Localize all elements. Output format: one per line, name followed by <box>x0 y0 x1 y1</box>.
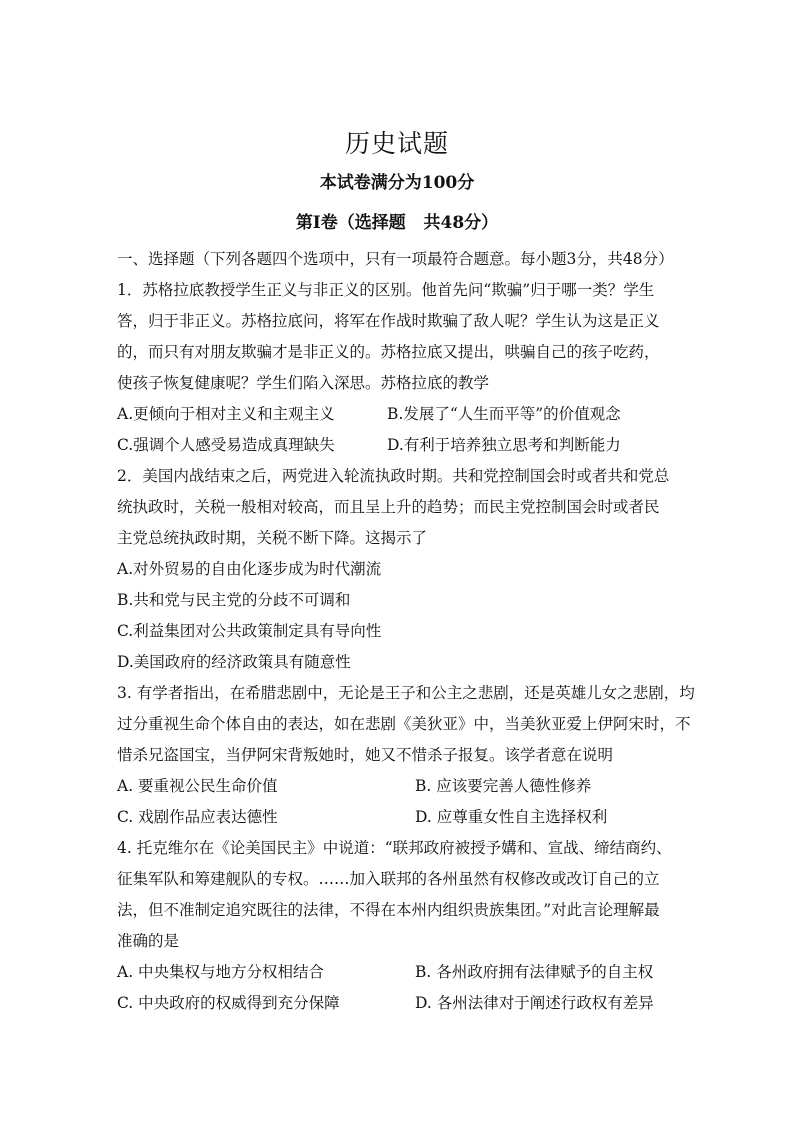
score-subtitle: 本试卷满分为100分 <box>319 173 475 193</box>
page-title: 历史试题 <box>344 129 449 158</box>
option-b: B.共和党与民主党的分歧不可调和 <box>117 591 351 609</box>
option-b: B.发展了“人生而平等”的价值观念 <box>387 405 621 423</box>
question-text-line: 4. 托克维尔在《论美国民主》中说道：“联邦政府被授予媾和、宣战、缔结商约、 <box>117 839 672 857</box>
instructions: 一、选择题（下列各题四个选项中，只有一项最符合题意。每小题3分，共48分） <box>117 250 674 268</box>
option-c: C. 戏剧作品应表达德性 <box>117 808 278 826</box>
option-row <box>117 988 687 1019</box>
question-text-line: 1．苏格拉底教授学生正义与非正义的区别。他首先问“欺骗”归于哪一类？学生 <box>117 281 655 299</box>
option-d: D. 应尊重女性自主选择权利 <box>415 808 608 826</box>
option-row <box>117 399 687 430</box>
option-c: C.强调个人感受易造成真理缺失 <box>117 436 335 454</box>
question-text-line: 主党总统执政时期，关税不断下降。这揭示了 <box>117 529 428 547</box>
question-text-line: 统执政时，关税一般相对较高，而且呈上升的趋势；而民主党控制国会时或者民 <box>117 498 660 516</box>
option-b: B. 应该要完善人德性修养 <box>415 777 592 795</box>
option-d: D. 各州法律对于阐述行政权有差异 <box>415 994 654 1012</box>
question-text-line: 过分重视生命个体自由的表达，如在悲剧《美狄亚》中，当美狄亚爱上伊阿宋时，不 <box>117 715 691 733</box>
option-a: A.更倾向于相对主义和主观主义 <box>117 405 335 423</box>
question-3 <box>117 678 695 833</box>
question-text-line: 征集军队和筹建舰队的专权。……加入联邦的各州虽然有权修改或改订自己的立 <box>117 870 660 888</box>
question-4 <box>117 833 687 1019</box>
option-row <box>117 771 687 802</box>
option-row <box>117 957 687 988</box>
section-heading: 第Ⅰ卷（选择题 共48分） <box>295 213 499 233</box>
option-a: A. 要重视公民生命价值 <box>117 777 278 795</box>
option-d: D.美国政府的经济政策具有随意性 <box>117 653 351 671</box>
option-row <box>117 802 687 833</box>
option-row <box>117 430 687 461</box>
option-d: D.有利于培养独立思考和判断能力 <box>387 436 621 454</box>
question-text-line: 法，但不准制定追究既往的法律，不得在本州内组织贵族集团。”对此言论理解最 <box>117 901 660 919</box>
question-text-line: 2．美国内战结束之后，两党进入轮流执政时期。共和党控制国会时或者共和党总 <box>117 467 670 485</box>
question-text-line: 使孩子恢复健康呢？学生们陷入深思。苏格拉底的教学 <box>117 374 490 392</box>
option-c: C.利益集团对公共政策制定具有导向性 <box>117 622 382 640</box>
question-text-line: 准确的是 <box>117 932 180 950</box>
option-c: C. 中央政府的权威得到充分保障 <box>117 994 340 1012</box>
option-b: B. 各州政府拥有法律赋予的自主权 <box>415 963 654 981</box>
questions-body <box>117 244 695 1019</box>
question-2 <box>117 461 687 678</box>
question-text-line: 答，归于非正义。苏格拉底问，将军在作战时欺骗了敌人呢？学生认为这是正义 <box>117 312 660 330</box>
question-text-line: 的，而只有对朋友欺骗才是非正义的。苏格拉底又提出，哄骗自己的孩子吃药， <box>117 343 660 361</box>
question-text-line: 3. 有学者指出，在希腊悲剧中，无论是王子和公主之悲剧，还是英雄儿女之悲剧，均 <box>117 684 695 702</box>
question-text-line: 惜杀兄盗国宝，当伊阿宋背叛她时，她又不惜杀子报复。该学者意在说明 <box>117 746 614 764</box>
option-a: A. 中央集权与地方分权相结合 <box>117 963 325 981</box>
option-a: A.对外贸易的自由化逐步成为时代潮流 <box>117 560 382 578</box>
question-1 <box>117 275 687 461</box>
